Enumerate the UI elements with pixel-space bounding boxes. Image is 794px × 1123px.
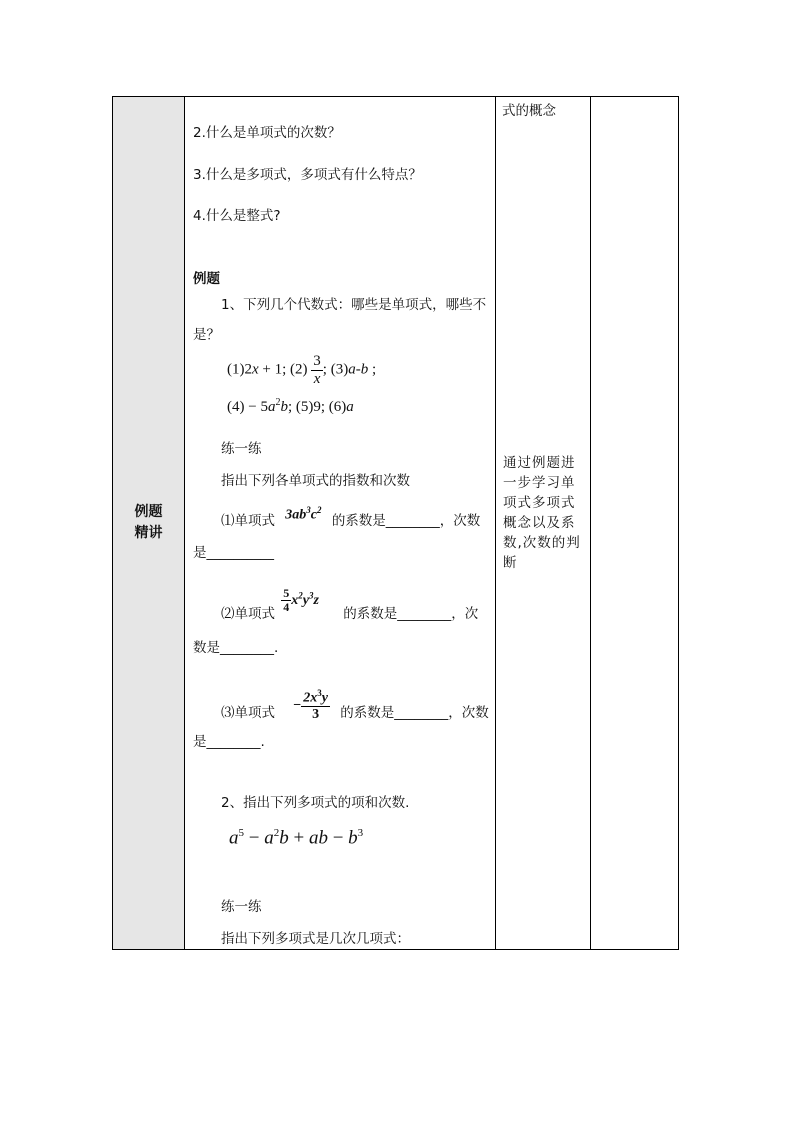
practice-1-title: 练一练 — [221, 441, 262, 457]
practice-1-q2-line2: 数是________. — [193, 640, 279, 656]
practice-1-q2-prefix: ⑵单项式 — [221, 605, 275, 622]
practice-1-q3-prefix: ⑶单项式 — [221, 704, 275, 721]
example-2-expression: $a^5 - a^2b$ + ab − $b^3$ — [229, 827, 364, 849]
practice-1-instruction: 指出下列各单项式的指数和次数 — [221, 473, 410, 489]
practice-1-q3-suffix: 的系数是________，次数 — [340, 704, 489, 721]
question-3: 3.什么是多项式，多项式有什么特点？ — [193, 167, 422, 183]
practice-2-instruction: 指出下列多项式是几次几项式： — [221, 931, 410, 947]
practice-1-q3 — [221, 688, 489, 730]
example-1-expressions-row1: (1)2x + 1; (2) $\frac{3}{x}$ ; (3)a-b ; — [227, 353, 377, 387]
table-row — [113, 97, 679, 950]
practice-1-q2 — [221, 586, 479, 628]
practice-1-q1-expression: $3ab^3c^2$ — [285, 505, 322, 523]
practice-1-q1-line2: 是__________ — [193, 545, 274, 561]
example-heading: 例题 — [193, 271, 220, 287]
section-label-line1: 例题 — [134, 504, 163, 520]
section-label-cell — [113, 97, 185, 950]
question-4: 4.什么是整式? — [193, 208, 281, 224]
question-2: 2.什么是单项式的次数？ — [193, 125, 341, 141]
practice-1-q3-expression: − $\frac{2x^3y}{3}$ — [293, 688, 328, 723]
example-1-line2: 是？ — [193, 327, 220, 343]
notes-cell — [591, 97, 679, 950]
purpose-main-text: 通过例题进一步学习单项式多项式概念以及系数,次数的判断 — [503, 455, 581, 571]
practice-1-q1 — [221, 505, 481, 530]
section-label — [113, 502, 184, 544]
practice-1-q3-line2: 是________. — [193, 734, 265, 750]
practice-1-q1-prefix: ⑴单项式 — [221, 513, 275, 529]
fraction-3-over-x: $\frac{3}{x}$ — [313, 353, 321, 387]
practice-2-title: 练一练 — [221, 899, 262, 915]
practice-1-q1-suffix: 的系数是________，次数 — [331, 513, 481, 529]
purpose-cell — [496, 97, 591, 950]
practice-1-q2-expression: $\frac{5}{4}$ $x^2y^3z$ — [283, 586, 319, 615]
example-1-expressions-row2: $(4) - 5a^2b$; (5)9; (6)a — [227, 397, 354, 415]
purpose-top-text: 式的概念 — [502, 103, 556, 119]
example-1-line1: 1、下列几个代数式：哪些是单项式，哪些不 — [221, 297, 487, 313]
lesson-table — [112, 96, 679, 950]
practice-1-q2-suffix: 的系数是________，次 — [343, 605, 479, 622]
section-label-line2: 精讲 — [134, 525, 163, 541]
content-cell — [185, 97, 496, 950]
example-2-text: 2、指出下列多项式的项和次数. — [221, 795, 410, 811]
